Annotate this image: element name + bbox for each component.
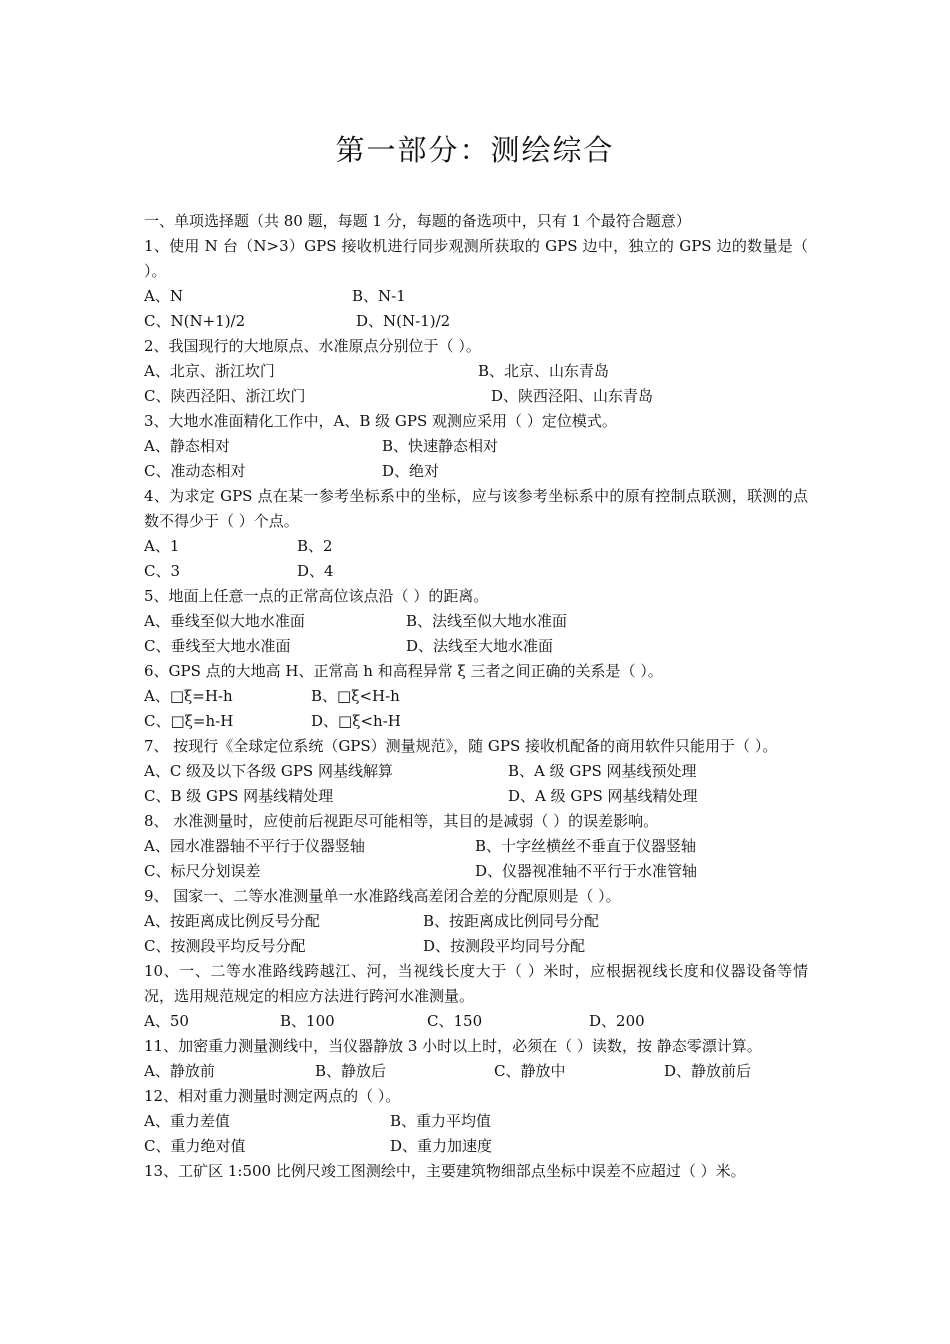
option-c: C、静放中 [494, 1062, 566, 1080]
option-d: D、绝对 [382, 462, 440, 480]
question-4-stem: 4、为求定 GPS 点在某一参考坐标系中的坐标，应与该参考坐标系中的原有控制点联测，联测的点数不得少于（ ）个点。 [144, 487, 808, 530]
option-a: A、静态相对 [144, 437, 230, 455]
option-d: D、法线至大地水准面 [406, 637, 554, 655]
option-b: B、十字丝横丝不垂直于仪器竖轴 [475, 837, 697, 855]
page-title: 第一部分：测绘综合 [335, 133, 615, 167]
question-7-stem: 7、 按现行《全球定位系统（GPS）测量规范》，随 GPS 接收机配备的商用软件只能用于（ ）。 [144, 737, 778, 755]
option-d: D、仪器视准轴不平行于水准管轴 [475, 862, 698, 880]
option-a: A、1 [144, 537, 180, 555]
question-13-stem: 13、工矿区 1:500 比例尺竣工图测绘中，主要建筑物细部点坐标中误差不应超过（ ）米。 [144, 1162, 746, 1180]
option-b: B、静放后 [315, 1062, 387, 1080]
option-d: D、静放前后 [664, 1062, 752, 1080]
option-d: D、□ξ<h-H [311, 712, 401, 730]
question-2-options-row-1 [144, 359, 808, 384]
option-d: D、N(N-1)/2 [356, 312, 451, 330]
question-8-stem: 8、 水准测量时，应使前后视距尽可能相等，其目的是减弱（ ）的误差影响。 [144, 812, 659, 830]
question-5-options-row-1 [144, 609, 808, 634]
option-c: C、□ξ=h-H [144, 712, 234, 730]
option-a: A、按距离成比例反号分配 [144, 912, 320, 930]
question-12-options-row-2 [144, 1134, 808, 1159]
option-a: A、50 [144, 1012, 189, 1030]
option-c: C、150 [427, 1012, 483, 1030]
question-8-options-row-2 [144, 859, 808, 884]
option-c: C、重力绝对值 [144, 1137, 246, 1155]
option-b: B、100 [280, 1012, 335, 1030]
option-b: B、按距离成比例同号分配 [423, 912, 600, 930]
option-d: D、A 级 GPS 网基线精处理 [508, 787, 698, 805]
option-c: C、B 级 GPS 网基线精处理 [144, 787, 334, 805]
question-10-stem: 10、一、二等水准路线跨越江、河，当视线长度大于（ ）米时，应根据视线长度和仪器设备等情况，选用规范规定的相应方法进行跨河水准测量。 [144, 962, 808, 1005]
option-a: A、园水准器轴不平行于仪器竖轴 [144, 837, 365, 855]
option-a: A、北京、浙江坎门 [144, 362, 275, 380]
question-list [144, 209, 808, 1184]
option-b: B、2 [297, 537, 333, 555]
question-4-options-row-1 [144, 534, 808, 559]
option-c: C、垂线至大地水准面 [144, 637, 291, 655]
question-11-stem: 11、加密重力测量测线中，当仪器静放 3 小时以上时，必须在（ ）读数，按 静态零漂计算。 [144, 1037, 762, 1055]
option-a: A、静放前 [144, 1062, 215, 1080]
option-a: A、垂线至似大地水准面 [144, 612, 305, 630]
option-a: A、□ξ=H-h [144, 687, 233, 705]
question-6-stem: 6、GPS 点的大地高 H、正常高 h 和高程异常 ξ 三者之间正确的关系是（ ）。 [144, 662, 663, 680]
question-9-stem: 9、 国家一、二等水准测量单一水准路线高差闭合差的分配原则是（ ）。 [144, 887, 621, 905]
question-1-options-row-2 [144, 309, 808, 334]
option-d: D、200 [589, 1012, 645, 1030]
question-6-options-row-2 [144, 709, 808, 734]
question-3-options-row-1 [144, 434, 808, 459]
question-12-stem: 12、相对重力测量时测定两点的（ ）。 [144, 1087, 401, 1105]
option-c: C、陕西泾阳、浙江坎门 [144, 387, 306, 405]
option-b: B、重力平均值 [390, 1112, 492, 1130]
question-6-options-row-1 [144, 684, 808, 709]
question-9-options-row-2 [144, 934, 808, 959]
question-2-options-row-2 [144, 384, 808, 409]
option-b: B、法线至似大地水准面 [406, 612, 568, 630]
question-11-options-row [144, 1059, 808, 1084]
option-d: D、按测段平均同号分配 [423, 937, 586, 955]
question-8-options-row-1 [144, 834, 808, 859]
option-a: A、N [144, 287, 183, 305]
question-2-stem: 2、我国现行的大地原点、水准原点分别位于（ ）。 [144, 337, 481, 355]
question-7-options-row-1 [144, 759, 808, 784]
question-5-stem: 5、地面上任意一点的正常高位该点沿（ ）的距离。 [144, 587, 489, 605]
question-12-options-row-1 [144, 1109, 808, 1134]
option-a: A、C 级及以下各级 GPS 网基线解算 [144, 762, 393, 780]
option-b: B、N-1 [352, 287, 406, 305]
option-b: B、A 级 GPS 网基线预处理 [508, 762, 697, 780]
question-5-options-row-2 [144, 634, 808, 659]
option-c: C、N(N+1)/2 [144, 312, 246, 330]
question-3-stem: 3、大地水准面精化工作中，A、B 级 GPS 观测应采用（ ）定位模式。 [144, 412, 617, 430]
option-d: D、4 [297, 562, 334, 580]
option-b: B、北京、山东青岛 [478, 362, 610, 380]
question-4-options-row-2 [144, 559, 808, 584]
question-7-options-row-2 [144, 784, 808, 809]
option-b: B、快速静态相对 [382, 437, 499, 455]
question-3-options-row-2 [144, 459, 808, 484]
question-9-options-row-1 [144, 909, 808, 934]
question-1-stem: 1、使用 N 台（N>3）GPS 接收机进行同步观测所获取的 GPS 边中，独立的 GPS 边的数量是（ ）。 [144, 237, 808, 280]
option-c: C、按测段平均反号分配 [144, 937, 306, 955]
section-header: 一、单项选择题（共 80 题，每题 1 分，每题的备选项中，只有 1 个最符合题意） [144, 212, 691, 230]
question-10-options-row [144, 1009, 808, 1034]
option-c: C、准动态相对 [144, 462, 246, 480]
option-c: C、3 [144, 562, 181, 580]
question-1-options-row-1 [144, 284, 808, 309]
option-a: A、重力差值 [144, 1112, 230, 1130]
option-b: B、□ξ<H-h [311, 687, 400, 705]
option-d: D、陕西泾阳、山东青岛 [491, 387, 654, 405]
option-d: D、重力加速度 [390, 1137, 493, 1155]
option-c: C、标尺分划误差 [144, 862, 261, 880]
